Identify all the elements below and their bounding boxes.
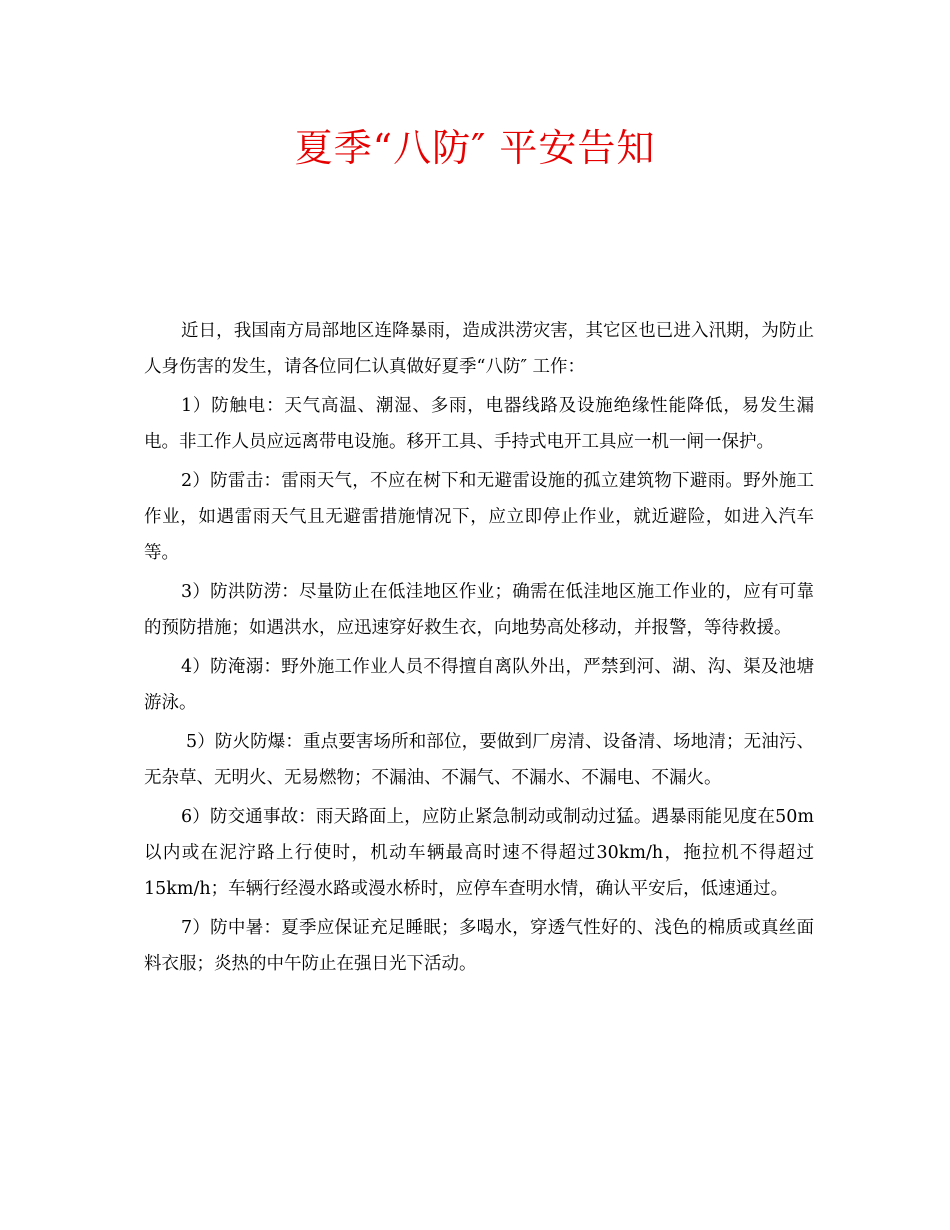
document-title: 夏季“八防″ 平安告知 <box>294 126 656 170</box>
item-heatstroke-prevention: 7）防中暑：夏季应保证充足睡眠；多喝水，穿透气性好的、浅色的棉质或真丝面料衣服；炎热的中午防止在强日光下活动。 <box>144 918 814 974</box>
item-traffic-accident-prevention: 6）防交通事故：雨天路面上，应防止紧急制动或制动过猛。遇暴雨能见度在50m以内或在泥泞路上行使时，机动车辆最高时速不得超过30km/h，拖拉机不得超过15km/h；车辆行经漫水路或漫水桥时，应停车查明水情，确认平安后，低速通过。 <box>144 807 814 899</box>
item-fire-explosion-prevention: 5）防火防爆：重点要害场所和部位，要做到厂房清、设备清、场地清；无油污、无杂草、无明火、无易燃物；不漏油、不漏气、不漏水、不漏电、不漏火。 <box>144 732 814 788</box>
item-anti-drowning: 4）防淹溺：野外施工作业人员不得擅自离队外出，严禁到河、湖、沟、渠及池塘游泳。 <box>144 657 814 713</box>
item-anti-lightning: 2）防雷击：雷雨天气，不应在树下和无避雷设施的孤立建筑物下避雨。野外施工作业，如遇雷雨天气且无避雷措施情况下，应立即停止作业，就近避险，如进入汽车等。 <box>144 471 814 563</box>
item-flood-prevention: 3）防洪防涝：尽量防止在低洼地区作业；确需在低洼地区施工作业的，应有可靠的预防措施；如遇洪水，应迅速穿好救生衣，向地势高处移动，并报警，等待救援。 <box>144 582 814 638</box>
item-anti-electrocution: 1）防触电：天气高温、潮湿、多雨，电器线路及设施绝缘性能降低，易发生漏电。非工作人员应远离带电设施。移开工具、手持式电开工具应一机一闸一保护。 <box>144 396 814 452</box>
intro-paragraph: 近日，我国南方局部地区连降暴雨，造成洪涝灾害，其它区也已进入汛期，为防止人身伤害的发生，请各位同仁认真做好夏季“八防″ 工作： <box>144 321 814 377</box>
document-body <box>144 313 814 985</box>
